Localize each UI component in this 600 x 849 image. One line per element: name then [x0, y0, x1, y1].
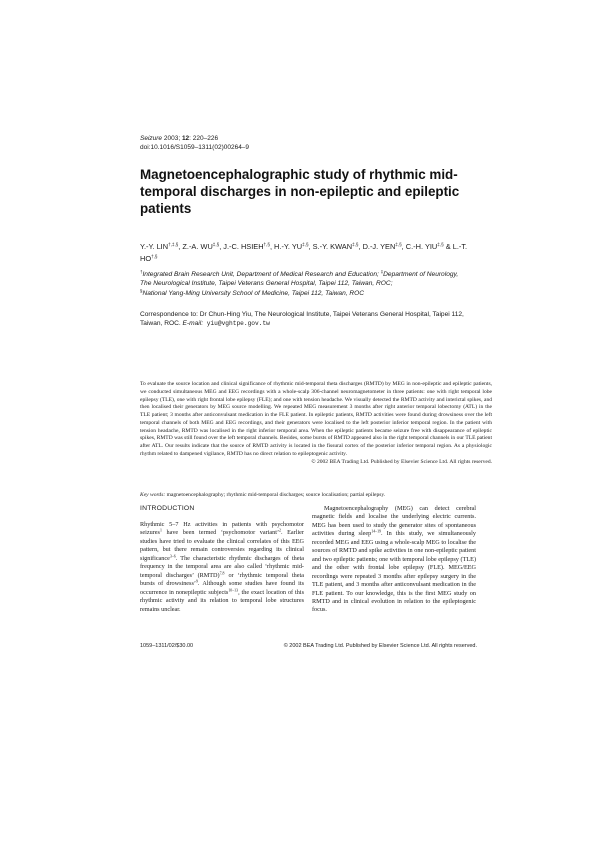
introduction-left-column	[140, 521, 304, 614]
author-name: H.-Y. YU	[274, 242, 303, 251]
author-affiliation-marks: ‡,§	[302, 242, 309, 247]
introduction-paragraph-1	[140, 521, 304, 614]
citation-ref[interactable]: 2	[279, 528, 281, 533]
journal-volume: 12	[181, 135, 190, 142]
author-name: D.-J. YEN	[362, 242, 396, 251]
author-affiliation-marks: †,‡,§	[168, 242, 179, 247]
section-heading-introduction: INTRODUCTION	[140, 505, 195, 512]
affiliations	[140, 270, 470, 298]
citation-ref[interactable]: 9	[195, 579, 198, 584]
email-link[interactable]: yiu@vghtpe.gov.tw	[203, 320, 270, 328]
text-run: or ‘rhythmic temporal theta bursts of drowsiness’	[140, 571, 304, 588]
footer-copyright: © 2002 BEA Trading Ltd. Published by Elsevier Science Ltd. All rights reserved.	[283, 643, 477, 649]
author-separator: ,	[401, 242, 406, 251]
affiliation-2: Department of Neurology, The Neurological Institute, Taipei Veterans General Hospital, Taipei 112, Taiwan, ROC;	[140, 271, 459, 288]
keywords	[140, 492, 492, 500]
author-affiliation-marks: ‡,§	[212, 242, 220, 247]
text-run: , the exact location of this rhythmic activity and its relation to temporal lobe structures remains unclear.	[140, 588, 305, 613]
keywords-label: Key words:	[140, 492, 166, 498]
text-run: Rhythmic 5–7 Hz activities in patients with psychomotor seizures	[140, 521, 304, 537]
affiliation-symbol-1: †	[140, 269, 143, 275]
journal-year: 2003;	[162, 135, 182, 142]
text-run: Magnetoencephalography (MEG) can detect cerebral magnetic fields and localise the underlying electric currents. MEG has been used to study the generator sites of spontaneous activities during sleep	[312, 505, 476, 538]
text-run: . Although some studies have found its occurrence in nonepileptic subjects	[140, 580, 304, 596]
author-affiliation-marks: ‡,§	[352, 242, 359, 247]
journal-line	[140, 134, 249, 143]
affiliation-symbol-3: §	[140, 288, 143, 294]
citation-ref[interactable]: 14–19	[371, 529, 381, 534]
author-separator: ,	[308, 242, 313, 251]
author-separator: &	[443, 242, 453, 251]
author-separator: ,	[358, 242, 363, 251]
author-name: Y.-Y. LIN	[140, 242, 169, 251]
affiliation-3: National Yang-Ming University School of Medicine, Taipei 112, Taiwan, ROC	[142, 289, 365, 297]
keywords-text: magnetoencephalography; rhythmic mid-temporal discharges; source localisation; partial epilepsy.	[165, 492, 386, 498]
citation-ref[interactable]: 7,8	[219, 571, 225, 576]
author-separator: ,	[219, 242, 224, 251]
text-run: . Earlier studies have tried to evaluate the clinical correlates of this EEG pattern, but there remain controversies regarding its clinical significance	[140, 529, 304, 562]
correspondence	[140, 310, 475, 329]
author-affiliation-marks: ‡,§	[437, 242, 444, 247]
affiliation-1: Integrated Brain Research Unit, Department of Medical Research and Education;	[142, 271, 381, 278]
author-name: S.-Y. KWAN	[312, 242, 353, 251]
abstract	[140, 381, 492, 466]
author-affiliation-marks: †,§	[263, 242, 270, 247]
author-separator: ,	[269, 242, 275, 251]
journal-citation	[140, 134, 249, 152]
affiliation-text-3	[140, 289, 470, 298]
article-title: Magnetoencephalographic study of rhythmic mid-temporal discharges in non-epileptic and epileptic patients	[140, 167, 460, 216]
author-name: L.-T. HO	[140, 242, 468, 263]
abstract-body: To evaluate the source location and clinical significance of rhythmic mid-temporal theta discharges (RMTD) by MEG in non-epileptic and epileptic patients, we conducted simultaneous MEG and EEG recordings with a whole-scalp 306-channel neuromagnetometer in three patients: one with right temporal lobe epilepsy (TLE), one with right frontal lobe epilepsy (FLE); and one with tension headache. We visually detected the RMTD activity and interictal spikes, and then localised their generators by MEG source modelling. We repeated MEG measurement 3 months after right anterior temporal lobectomy (ATL) in the TLE patient; 3 months after anticonvulsant medication in the FLE patient. In epileptic patients, RMTD activities were found during drowsiness over the left temporal channels of both MEG and EEG recordings, and their generators were localised to the left posterior inferior temporal region. In the patient with tension headache, RMTD was localised in the right inferior temporal area. When the epileptic patients became seizure free with disappearance of epileptic spikes, RMTD was still found over the left temporal channels. Besides, some bursts of RMTD appeared also in the right temporal channels in our TLE patient after ATL. Our results indicate that the source of RMTD activity is located in the fissural cortex of the posterior inferior temporal region. As a physiologic rhythm related to dampened vigilance, RMTD has no direct relation to epileptogenic activity.	[140, 381, 492, 457]
text-run: have been termed ‘psychomotor variant’	[161, 529, 280, 537]
introduction-right-column	[312, 505, 476, 615]
affiliation-symbol-2: ‡	[380, 269, 384, 275]
author-affiliation-marks: †,§	[151, 254, 158, 259]
author-affiliation-marks: ‡,§	[395, 242, 402, 247]
doi: doi:10.1016/S1059–1311(02)00264–9	[140, 144, 250, 151]
abstract-copyright: © 2002 BEA Trading Ltd. Published by Elsevier Science Ltd. All rights reserved.	[311, 458, 492, 465]
author-list	[140, 241, 470, 265]
author-separator: ,	[178, 242, 183, 251]
author-name: C.-H. YIU	[405, 242, 438, 251]
journal-name: Seizure	[140, 135, 163, 142]
citation-ref[interactable]: 3–6	[169, 554, 176, 559]
text-run: . In this study, we simultaneously recorded MEG and EEG using a whole-scalp MEG to localise the sources of RMTD and spike activities in one non-epileptic patient and two epileptic patients; one with temporal lobe epilepsy (TLE) and the other with frontal lobe epilepsy (FLE). MEG/EEG recordings were repeated 3 months after epilepsy surgery in the TLE patient, and 3 months after anticonvulsant medication in the FLE patient. To our knowledge, this is the first MEG study on RMTD and in clinical evolution in relation to the epileptogenic focus.	[312, 530, 476, 614]
author-name: J.-C. HSIEH	[223, 242, 264, 251]
correspondence-text: Correspondence to: Dr Chun-Hing Yiu, The Neurological Institute, Taipei Veterans General Hospital, Taipei 112, Taiwan, ROC.	[140, 311, 464, 328]
footer-issn: 1059–1311/02/$30.00	[140, 643, 194, 649]
affiliation-text	[140, 270, 470, 289]
citation-ref[interactable]: 1	[159, 528, 162, 533]
text-run: . The characteristic rhythmic discharges of theta frequency in the temporal area are also called ‘rhythmic mid-temporal discharges’ (RMTD)	[140, 554, 304, 579]
introduction-paragraph-2	[312, 505, 476, 615]
citation-ref[interactable]: 10–13	[228, 588, 239, 593]
journal-pages: : 220–226	[189, 135, 219, 142]
author-name: Z.-A. WU	[182, 242, 213, 251]
email-label: E-mail:	[182, 320, 204, 328]
